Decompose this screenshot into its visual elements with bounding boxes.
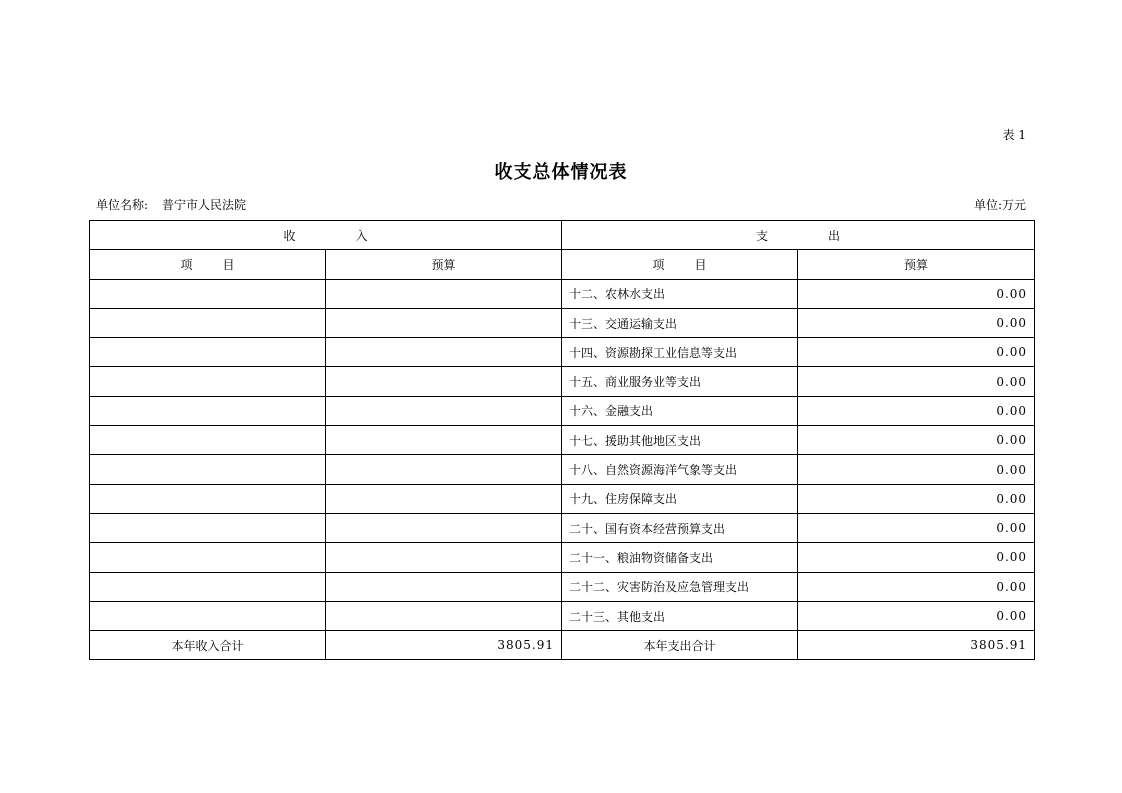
expense-value-cell: 0.00 (798, 308, 1035, 337)
table-row (90, 308, 1035, 337)
totals-row (90, 631, 1035, 660)
unit-name-value: 普宁市人民法院 (162, 198, 247, 212)
expense-item-cell: 十九、住房保障支出 (562, 484, 798, 513)
income-item-cell (90, 308, 326, 337)
table-row (90, 484, 1035, 513)
expense-item-cell: 十六、金融支出 (562, 396, 798, 425)
expense-value-cell: 0.00 (798, 601, 1035, 630)
income-item-cell (90, 396, 326, 425)
income-item-header: 项目 (90, 250, 326, 279)
table-row (90, 426, 1035, 455)
income-item-cell (90, 338, 326, 367)
expense-value-cell: 0.00 (798, 484, 1035, 513)
income-value-cell (326, 367, 562, 396)
table-row (90, 279, 1035, 308)
expense-value-cell: 0.00 (798, 426, 1035, 455)
table-number: 表 1 (1002, 128, 1026, 142)
table-row (90, 338, 1035, 367)
income-value-cell (326, 279, 562, 308)
income-item-cell (90, 543, 326, 572)
table-row (90, 601, 1035, 630)
income-item-cell (90, 513, 326, 542)
income-value-cell (326, 543, 562, 572)
income-item-cell (90, 426, 326, 455)
expense-value-cell: 0.00 (798, 338, 1035, 367)
income-value-cell (326, 513, 562, 542)
expense-item-cell: 十四、资源勘探工业信息等支出 (562, 338, 798, 367)
income-value-cell (326, 338, 562, 367)
income-value-cell (326, 484, 562, 513)
expense-value-cell: 0.00 (798, 279, 1035, 308)
column-header-row (90, 250, 1035, 279)
expense-item-cell: 二十一、粮油物资储备支出 (562, 543, 798, 572)
income-budget-header: 预算 (326, 250, 562, 279)
expense-item-cell: 二十三、其他支出 (562, 601, 798, 630)
income-total-label: 本年收入合计 (90, 631, 326, 660)
income-value-cell (326, 308, 562, 337)
table-row (90, 396, 1035, 425)
currency-unit: 单位:万元 (973, 198, 1026, 212)
income-item-cell (90, 484, 326, 513)
income-total-value: 3805.91 (326, 631, 562, 660)
unit-name-label: 单位名称: (96, 198, 149, 212)
expense-value-cell: 0.00 (798, 455, 1035, 484)
income-item-cell (90, 279, 326, 308)
table-row (90, 572, 1035, 601)
unit-name (96, 196, 246, 213)
income-value-cell (326, 426, 562, 455)
income-value-cell (326, 601, 562, 630)
income-item-cell (90, 367, 326, 396)
expense-section-header: 支出 (562, 221, 1035, 250)
budget-table (89, 220, 1035, 660)
income-item-cell (90, 572, 326, 601)
income-value-cell (326, 396, 562, 425)
expense-value-cell: 0.00 (798, 396, 1035, 425)
expense-item-cell: 十三、交通运输支出 (562, 308, 798, 337)
income-item-cell (90, 455, 326, 484)
expense-item-cell: 十八、自然资源海洋气象等支出 (562, 455, 798, 484)
table-row (90, 455, 1035, 484)
expense-total-label: 本年支出合计 (562, 631, 798, 660)
section-header-row (90, 221, 1035, 250)
expense-value-cell: 0.00 (798, 513, 1035, 542)
income-item-cell (90, 601, 326, 630)
income-section-header: 收入 (90, 221, 562, 250)
expense-item-cell: 二十、国有资本经营预算支出 (562, 513, 798, 542)
expense-value-cell: 0.00 (798, 572, 1035, 601)
expense-item-cell: 十五、商业服务业等支出 (562, 367, 798, 396)
expense-value-cell: 0.00 (798, 543, 1035, 572)
expense-item-header: 项目 (562, 250, 798, 279)
page-title: 收支总体情况表 (494, 162, 628, 183)
table-row (90, 543, 1035, 572)
expense-item-cell: 十二、农林水支出 (562, 279, 798, 308)
table-row (90, 367, 1035, 396)
expense-value-cell: 0.00 (798, 367, 1035, 396)
expense-budget-header: 预算 (798, 250, 1035, 279)
expense-item-cell: 二十二、灾害防治及应急管理支出 (562, 572, 798, 601)
table-row (90, 513, 1035, 542)
expense-total-value: 3805.91 (798, 631, 1035, 660)
income-value-cell (326, 455, 562, 484)
expense-item-cell: 十七、援助其他地区支出 (562, 426, 798, 455)
income-value-cell (326, 572, 562, 601)
